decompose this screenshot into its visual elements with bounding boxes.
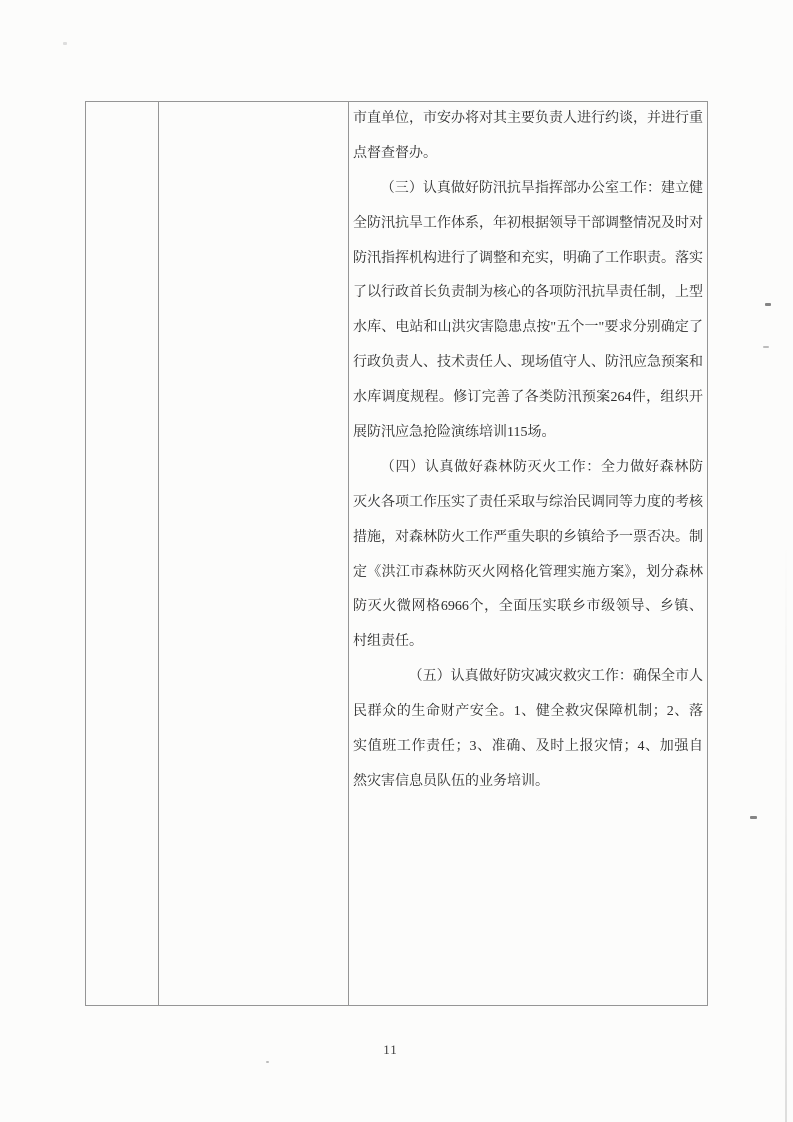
paragraph <box>353 660 703 800</box>
text-line: 行政负责人、技术责任人、现场值守人、防汛应急预案和 <box>353 355 703 371</box>
text-line: 然灾害信息员队伍的业务培训。 <box>353 773 549 789</box>
text-line: 展防汛应急抢险演练培训115场。 <box>353 425 556 441</box>
text-line: （三）认真做好防汛抗旱指挥部办公室工作：建立健 <box>380 180 703 196</box>
text-line: 点督查督办。 <box>353 145 437 161</box>
text-line: 措施，对森林防火工作严重失职的乡镇给予一票否决。制 <box>353 529 703 545</box>
scan-speck <box>266 1061 269 1063</box>
text-line: 灭火各项工作压实了责任采取与综治民调同等力度的考核 <box>353 494 703 510</box>
content-text-block <box>353 102 703 800</box>
paragraph <box>353 102 703 172</box>
table-cell-middle <box>159 102 349 1005</box>
report-table <box>85 101 708 1006</box>
page-edge-shadow <box>785 540 787 1122</box>
text-line: 村组责任。 <box>353 634 423 650</box>
scan-speck <box>63 42 67 45</box>
table-cell-left <box>86 102 159 1005</box>
text-line: （五）认真做好防灾减灾救灾工作：确保全市人 <box>408 669 703 685</box>
table-cell-content <box>349 102 707 1005</box>
scan-speck <box>763 346 769 348</box>
text-line: 了以行政首长负责制为核心的各项防汛抗旱责任制，上型 <box>353 285 703 301</box>
text-line: 市直单位，市安办将对其主要负责人进行约谈，并进行重 <box>353 111 703 126</box>
text-line: 实值班工作责任；3、准确、及时上报灾情；4、加强自 <box>353 739 703 755</box>
scan-speck <box>765 303 771 306</box>
scan-speck <box>750 816 757 819</box>
text-line: 防汛指挥机构进行了调整和充实，明确了工作职责。落实 <box>353 250 703 266</box>
text-line: （四）认真做好森林防灭火工作：全力做好森林防 <box>380 459 703 475</box>
page-number: 11 <box>383 1042 398 1057</box>
text-line: 防灭火微网格6966个，全面压实联乡市级领导、乡镇、 <box>353 599 703 615</box>
text-line: 水库、电站和山洪灾害隐患点按"五个一"要求分别确定了 <box>353 320 703 336</box>
paragraph <box>353 451 703 660</box>
text-line: 定《洪江市森林防灭火网格化管理实施方案》，划分森林 <box>353 564 703 580</box>
text-line: 水库调度规程。修订完善了各类防汛预案264件，组织开 <box>353 390 703 406</box>
text-line: 民群众的生命财产安全。1、健全救灾保障机制；2、落 <box>353 704 703 720</box>
paragraph <box>353 172 703 451</box>
text-line: 全防汛抗旱工作体系，年初根据领导干部调整情况及时对 <box>353 215 703 231</box>
